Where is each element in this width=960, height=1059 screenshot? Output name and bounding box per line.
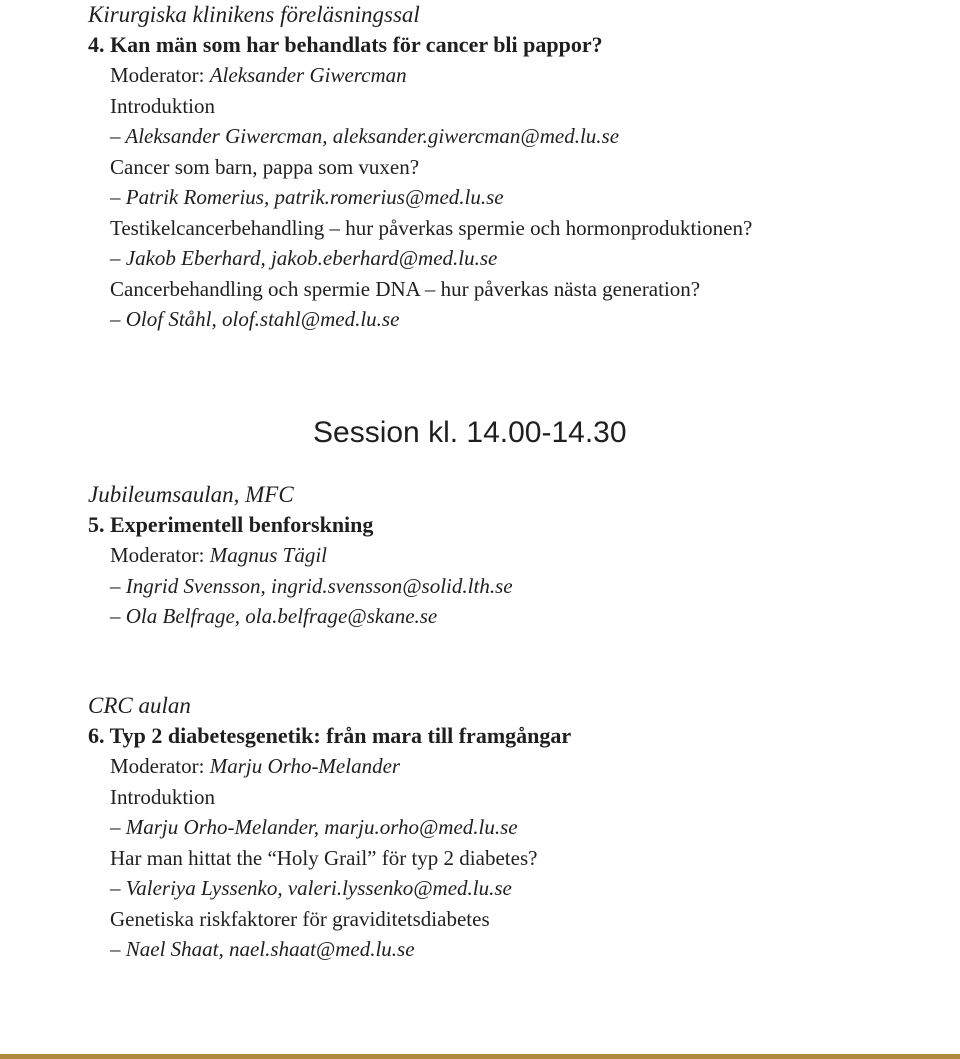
talk-title: Cancer som barn, pappa som vuxen? <box>110 154 420 179</box>
speaker-line: – Ola Belfrage, ola.belfrage@skane.se <box>110 604 438 628</box>
speaker-line: – Patrik Romerius, patrik.romerius@med.lu.se <box>110 185 504 209</box>
footer-accent-bar <box>0 1054 960 1059</box>
session-time-heading: Session kl. 14.00-14.30 <box>313 416 627 449</box>
intro-label: Introduktion <box>110 93 215 118</box>
speaker-line: – Nael Shaat, nael.shaat@med.lu.se <box>110 937 415 961</box>
session-title: 5. Experimentell benforskning <box>88 512 374 537</box>
moderator-line: Moderator: Magnus Tägil <box>110 543 327 567</box>
session-block-4 <box>88 0 948 335</box>
location-heading: Jubileumsaulan, MFC <box>88 482 294 507</box>
speaker-line: – Ingrid Svensson, ingrid.svensson@solid.lth.se <box>110 573 513 598</box>
speaker-line: – Olof Ståhl, olof.stahl@med.lu.se <box>110 307 400 331</box>
location-heading: Kirurgiska klinikens föreläsningssal <box>88 2 420 27</box>
moderator-line: Moderator: Aleksander Giwercman <box>110 63 407 87</box>
moderator-line: Moderator: Marju Orho-Melander <box>110 754 401 778</box>
talk-title: Genetiska riskfaktorer för graviditetsdiabetes <box>110 906 490 931</box>
talk-title: Cancerbehandling och spermie DNA – hur påverkas nästa generation? <box>110 276 701 301</box>
location-heading: CRC aulan <box>88 693 191 718</box>
session-block-6 <box>88 691 948 965</box>
talk-title: Har man hittat the “Holy Grail” för typ 2 diabetes? <box>110 845 538 870</box>
session-title: 4. Kan män som har behandlats för cancer bli pappor? <box>88 32 603 57</box>
speaker-line: – Marju Orho-Melander, marju.orho@med.lu.se <box>110 815 518 839</box>
speaker-line: – Valeriya Lyssenko, valeri.lyssenko@med.lu.se <box>110 876 512 900</box>
intro-label: Introduktion <box>110 784 215 809</box>
talk-title: Testikelcancerbehandling – hur påverkas spermie och hormonproduktionen? <box>110 215 753 240</box>
speaker-line: – Jakob Eberhard, jakob.eberhard@med.lu.se <box>110 246 498 270</box>
session-title: 6. Typ 2 diabetesgenetik: från mara till framgångar <box>88 723 572 748</box>
session-block-5 <box>88 480 948 632</box>
speaker-line: – Aleksander Giwercman, aleksander.giwercman@med.lu.se <box>110 124 620 148</box>
